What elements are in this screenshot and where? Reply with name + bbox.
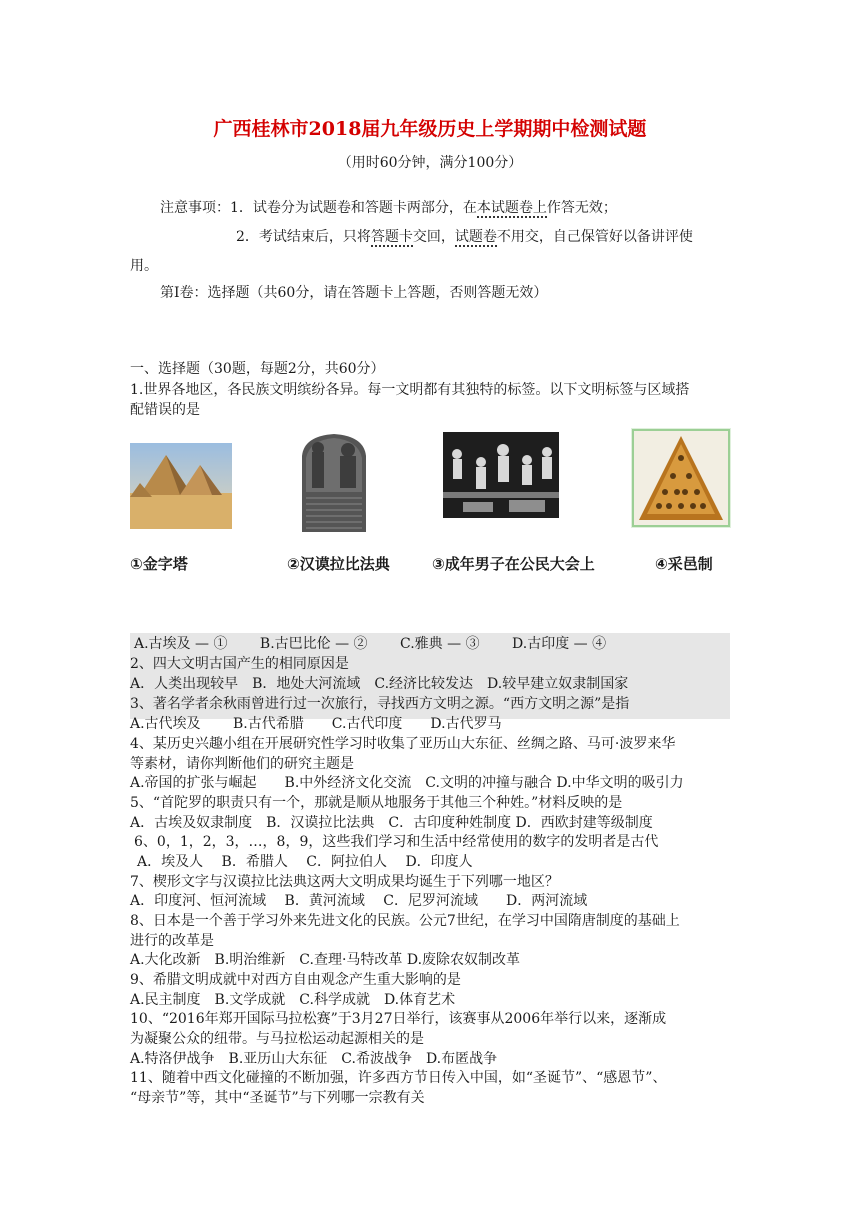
q3-options: A.古代埃及 B.古代希腊 C.古代印度 D.古代罗马 <box>130 716 502 732</box>
q7-stem: 7、楔形文字与汉谟拉比法典这两大文明成果均诞生于下列哪一地区？ <box>130 874 559 890</box>
citizen-assembly-image <box>443 432 559 518</box>
pyramids-image <box>130 443 232 529</box>
q11-stem-line-2: “母亲节”等，其中“圣诞节”与下列哪一宗教有关 <box>130 1090 425 1106</box>
q7-options: A．印度河、恒河流域 B．黄河流域 C．尼罗河流域 D．两河流域 <box>130 893 588 909</box>
q5-stem: 5、“首陀罗的职责只有一个，那就是顺从地服务于其他三个种姓。”材料反映的是 <box>130 795 623 811</box>
q11-stem-line-1: 11、随着中西文化碰撞的不断加强，许多西方节日传入中国，如“圣诞节”、“感恩节”、 <box>130 1070 667 1086</box>
q6-options: A．埃及人 B．希腊人 C．阿拉伯人 D．印度人 <box>137 854 473 870</box>
q1-stem-line-1: 1.世界各地区，各民族文明缤纷各异。每一文明都有其独特的标签。以下文明标签与区域搭 <box>130 382 690 398</box>
q4-stem-line-2: 等素材，请你判断他们的研究主题是 <box>130 756 354 772</box>
notice-line-3: 用。 <box>130 258 158 274</box>
q4-options: A.帝国的扩张与崛起 B.中外经济文化交流 C.文明的冲撞与融合 D.中华文明的吸引力 <box>130 775 684 791</box>
caption-pyramids: ①金字塔 <box>130 555 188 573</box>
q3-stem: 3、著名学者余秋雨曾进行过一次旅行，寻找西方文明之源。“西方文明之源”是指 <box>130 696 630 712</box>
q10-stem-line-1: 10、“2016年郑开国际马拉松赛”于3月27日举行，该赛事从2006年举行以来，逐渐成 <box>130 1011 667 1027</box>
hammurabi-stele-image <box>296 432 372 532</box>
q2-stem: 2、四大文明古国产生的相同原因是 <box>130 656 349 672</box>
q5-options: A．古埃及奴隶制度 B．汉谟拉比法典 C．古印度种姓制度 D．西欧封建等级制度 <box>130 815 653 831</box>
time-score-note: （用时60分钟，满分100分） <box>337 155 523 171</box>
notice-line-1: 注意事项：1．试卷分为试题卷和答题卡两部分，在本试题卷上作答无效； <box>160 200 617 216</box>
q6-stem: 6、0，1，2，3，…，8，9，这些我们学习和生活中经常使用的数字的发明者是古代 <box>134 834 659 850</box>
q8-options: A.大化改新 B.明治维新 C.查理·马特改革 D.废除农奴制改革 <box>130 952 521 968</box>
q10-stem-line-2: 为凝聚公众的纽带。与马拉松运动起源相关的是 <box>130 1031 424 1047</box>
q9-options: A.民主制度 B.文学成就 C.科学成就 D.体育艺术 <box>130 992 456 1008</box>
page-title: 广西桂林市2018届九年级历史上学期期中检测试题 <box>213 118 647 140</box>
q8-stem-line-1: 8、日本是一个善于学习外来先进文化的民族。公元7世纪，在学习中国隋唐制度的基础上 <box>130 913 680 929</box>
caption-hammurabi: ②汉谟拉比法典 <box>287 555 390 573</box>
feudal-pyramid-image <box>631 428 731 528</box>
q4-stem-line-1: 4、某历史兴趣小组在开展研究性学习时收集了亚历山大东征、丝绸之路、马可·波罗来华 <box>130 736 676 752</box>
q9-stem: 9、希腊文明成就中对西方自由观念产生重大影响的是 <box>130 972 461 988</box>
q10-options: A.特洛伊战争 B.亚历山大东征 C.希波战争 D.布匿战争 <box>130 1051 498 1067</box>
caption-assembly: ③成年男子在公民大会上 <box>432 555 595 573</box>
notice-line-2: 2．考试结束后，只将答题卡交回，试题卷不用交，自己保管好以备讲评使 <box>236 229 693 245</box>
q8-stem-line-2: 进行的改革是 <box>130 933 214 949</box>
choice-heading: 一、选择题（30题，每题2分，共60分） <box>130 361 385 377</box>
caption-feudal: ④采邑制 <box>655 555 713 573</box>
q2-options: A．人类出现较早 B．地处大河流域 C.经济比较发达 D.较早建立奴隶制国家 <box>130 676 629 692</box>
q1-stem-line-2: 配错误的是 <box>130 402 200 418</box>
section-heading: 第Ⅰ卷：选择题（共60分，请在答题卡上答题，否则答题无效） <box>160 285 548 301</box>
q1-options: A.古埃及 — ① B.古巴比伦 — ② C.雅典 — ③ D.古印度 — ④ <box>134 636 607 652</box>
